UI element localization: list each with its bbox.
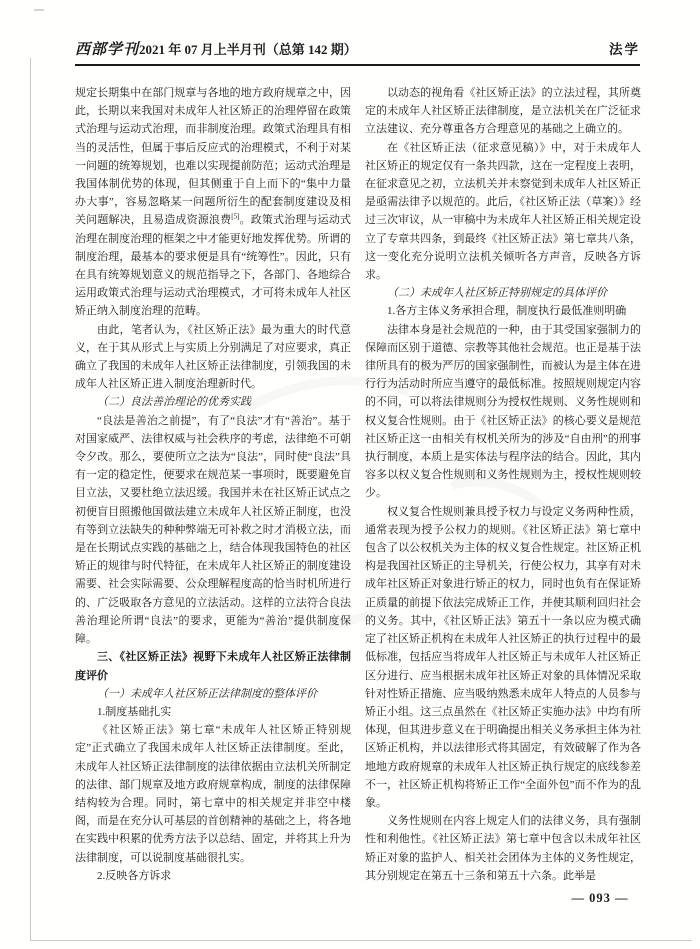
page-number: — 093 — (571, 891, 629, 905)
paragraph: 规定长期集中在部门规章与各地的地方政府规章之中，因此，长期以来我国对未成年人社区矫正的治理停留在政策式治理与运动式治理，而非制度治理。政策式治理具有相当的灵活性，但属于事后反应式的治理模式，不利于对某一问题的统筹规划，也难以实现提前防范；运动式治理是我国体制优势的体现，但其侧重于自上而下的“集中力量办大事”，容易忽略某一问题所衍生的配套制度建设及相关问题解决，且易造成资源浪费[5]。政策式治理与运动式治理在制度治理的框架之中才能更好地发挥优势。所谓的制度治理，最基本的要求便是具有“统筹性”。因此，只有在具有统筹规划意义的规范指导之下，各部门、各地综合运用政策式治理与运动式治理模式，才可将未成年人社区矫正纳入制度治理的范畴。 (75, 87, 352, 318)
scan-artifact (34, 9, 44, 11)
column-left (75, 84, 351, 885)
paragraph: 1.各方主体义务承担合理，制度执行最低准则明确 (387, 305, 627, 318)
paragraph: 以动态的视角看《社区矫正法》的立法过程，其所奠定的未成年人社区矫正法律制度，是立法机关在广泛征求立法建议、充分尊重各方合理意见的基础之上确立的。 (365, 87, 641, 136)
subsection-heading: （一）未成年人社区矫正法律制度的整体评价 (97, 687, 317, 700)
issue-info: 2021 年 07 月上半月刊（总第 142 期） (139, 42, 357, 57)
section-heading: 三、《社区矫正法》视野下未成年人社区矫正法律制度评价 (75, 651, 351, 682)
scan-page-edge-bottom (30, 940, 692, 941)
paragraph: 《社区矫正法》第七章“未成年人社区矫正特别规定”正式确立了我国未成年人社区矫正法律制度。至此，未成年人社区矫正法律制度的法律依据由立法机关所制定的法律、部门规章及地方政府规章构成，制度的法律保障结构较为合理。同时，第七章中的相关规定并非空中楼阁，而是在充分认可基层的首创精神的基础之上，将各地在实践中积累的优秀方法予以总结、固定，并将其上升为法律制度，可以说制度基础很扎实。 (75, 724, 351, 864)
section-label: 法学 (609, 42, 640, 57)
paragraph: 义务性规则在内容上规定人们的法律义务，具有强制性和利他性。《社区矫正法》第七章中包含以未成年社区矫正对象的监护人、相关社会团体为主体的义务性规定，其分别规定在第五十三条和第五十六条。此举是 (365, 815, 641, 882)
paragraph: 1.制度基础扎实 (97, 705, 172, 718)
subsection-heading: （二）未成年人社区矫正特别规定的具体评价 (387, 287, 607, 300)
citation-marker: [5] (231, 212, 240, 221)
journal-title: 西部学刊 (75, 42, 140, 58)
paragraph: 在《社区矫正法（征求意见稿）》中，对于未成年人社区矫正的规定仅有一条共四款，这在一定程度上表明，在征求意见之初，立法机关并未察觉到未成年人社区矫正是亟需法律予以规范的。此后，《社区矫正法（草案）》经过三次审议，从一审稿中为未成年人社区矫正相关规定设立了专章共四条，到最终《社区矫正法》第七章共八条，这一变化充分说明立法机关倾听各方声音，反映各方诉求。 (365, 141, 641, 282)
paragraph: 权义复合性规则兼具授予权力与设定义务两种性质，通常表现为授予公权力的规则。《社区矫正法》第七章中包含了以公权机关为主体的权义复合性规定。社区矫正机构是我国社区矫正的主导机关，行使公权力，其享有对未成年社区矫正对象进行矫正的权力，同时也负有在保证矫正质量的前提下依法完成矫正工作，并使其顺利回归社会的义务。其中，《社区矫正法》第五十一条以应为模式确定了社区矫正机构在未成年人社区矫正的执行过程中的最低标准，包括应当将成年人社区矫正与未成年人社区矫正区分进行、应当根据未成年社区矫正对象的具体情况采取针对性矫正措施、应当吸纳熟悉未成年人特点的人员参与矫正小组。这三点虽然在《社区矫正实施办法》中均有所体现，但其进步意义在于明确提出相关义务承担主体为社区矫正机构，并以法律形式将其固定，有效破解了作为各地地方政府规章的未成年人社区矫正执行规定的底线参差不一，社区矫正机构将矫正工作“全面外包”而不作为的乱象。 (365, 505, 641, 809)
article-body (75, 84, 641, 885)
paragraph: 2.反映各方诉求 (97, 869, 172, 882)
scan-page-edge-left (30, 58, 31, 940)
paragraph: “良法是善治之前提”，有了“良法”才有“善治”。基于对国家威严、法律权威与社会秩序的考虑，法律绝不可朝令夕改。那么，要使所立之法为“良法”，同时使“良法”具有一定的稳定性，便要求在规范某一事项时，既要避免盲目立法，又要杜绝立法迟缓。我国并未在社区矫正试点之初便盲目照搬他国做法建立未成年人社区矫正制度，也没有等到立法缺失的种种弊端无可补救之时才消极立法，而是在长期试点实践的基础之上，结合体现我国特色的社区矫正的规律与时代特征，在未成年人社区矫正的制度建设需要、社会实际需要、公众理解程度高的恰当时机所进行的、广泛吸取各方意见的立法活动。这样的立法符合良法善治理论所谓“良法”的要求，更能为“善治”提供制度保障。 (75, 414, 351, 646)
header-left (75, 38, 357, 59)
column-right (365, 84, 641, 885)
paragraph: 由此，笔者认为，《社区矫正法》最为重大的时代意义，在于其从形式上与实质上分别满足了对应要求，真正确立了我国的未成年人社区矫正法律制度，引领我国的未成年人社区矫正进入制度治理新时代。 (75, 323, 351, 391)
paragraph: 法律本身是社会规范的一种，由于其受国家强制力的保障而区别于道德、宗教等其他社会规范。也正是基于法律所具有的极为严厉的国家强制性，而被认为是主体在进行行为活动时所应当遵守的最低标准。按照规则规定内容的不同，可以将法律规则分为授权性规则、义务性规则和权义复合性规则。由于《社区矫正法》的核心要义是规范社区矫正这一由相关有权机关所为的涉及“自由刑”的刑事执行制度，本质上是实体法与程序法的结合。因此，其内容多以权义复合性规则和义务性规则为主，授权性规则较少。 (365, 323, 641, 500)
subsection-heading: （二）良法善治理论的优秀实践 (97, 396, 251, 409)
page-header (75, 38, 640, 66)
